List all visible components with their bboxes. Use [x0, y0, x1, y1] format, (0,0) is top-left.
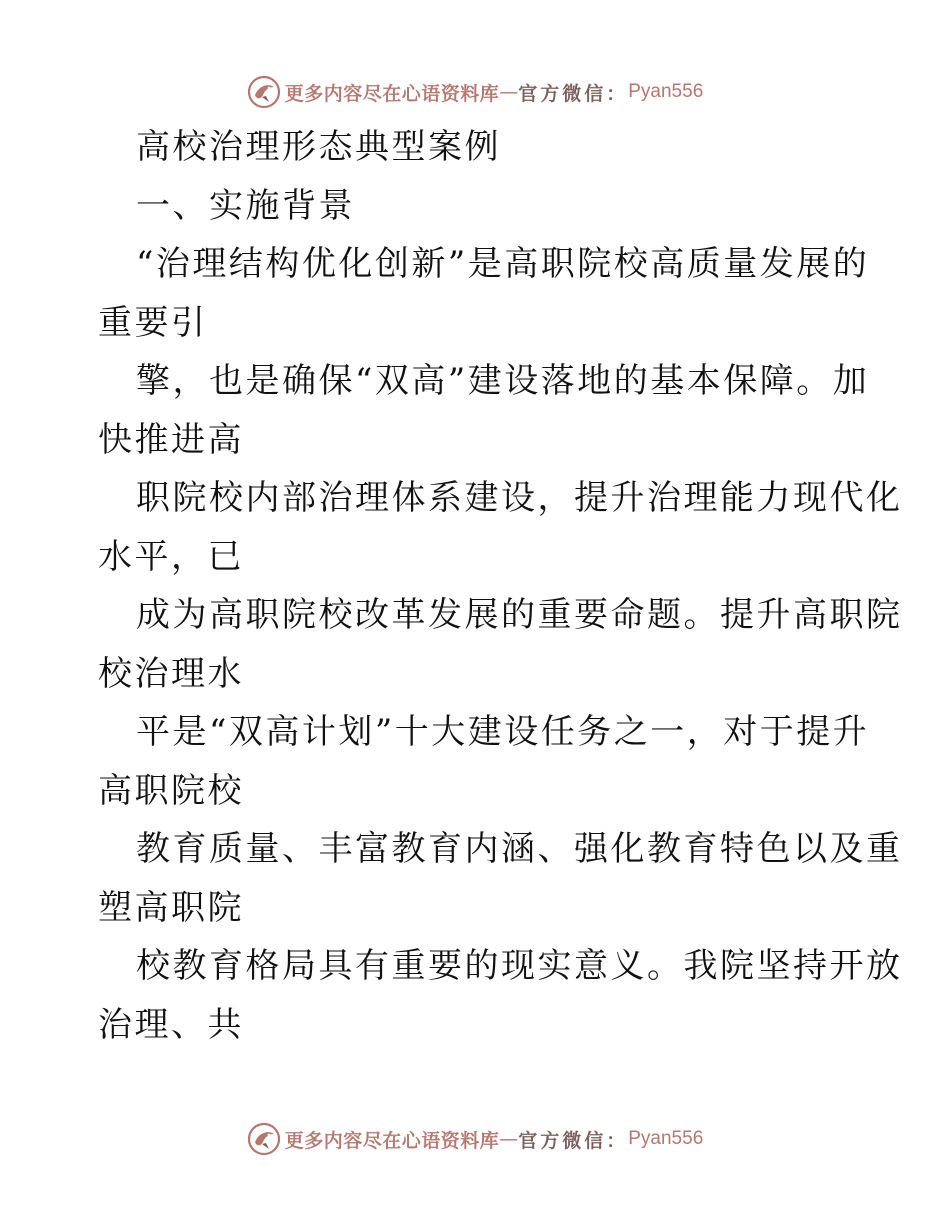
watermark-separator: —: [499, 81, 519, 103]
text-line: 重要引: [98, 302, 208, 343]
text-line: 成为高职院校改革发展的重要命题。提升高职院: [136, 595, 903, 635]
text-line: 擎，也是确保“双高”建设落地的基本保障。加: [136, 361, 870, 401]
watermark-wechat-label: 官方微信：: [518, 1129, 629, 1152]
text-line: 高职院校: [98, 770, 244, 811]
bird-logo-icon: [247, 75, 281, 109]
text-line: 职院校内部治理体系建设，提升治理能力现代化: [136, 478, 903, 518]
watermark-wechat-id: Pyan556: [628, 1128, 704, 1149]
text-line: 塑高职院: [98, 887, 244, 928]
text-line: 平是“双高计划”十大建设任务之一，对于提升: [136, 712, 870, 752]
text-line: 水平，已: [98, 536, 244, 577]
bird-logo-icon: [247, 1122, 281, 1156]
text-line: 治理、共: [98, 1004, 244, 1045]
text-line: 一、实施背景: [136, 185, 355, 226]
text-line: 校教育格局具有重要的现实意义。我院坚持开放: [136, 946, 903, 986]
text-line: 校治理水: [98, 653, 244, 694]
text-line: 快推进高: [98, 419, 244, 460]
watermark-main-text: 更多内容尽在心语资料库: [284, 1129, 500, 1152]
watermark-banner-top: [0, 70, 950, 114]
document-title: 高校治理形态典型案例: [136, 127, 501, 167]
watermark-wechat-label: 官方微信：: [518, 82, 629, 105]
watermark-wechat-id: Pyan556: [628, 81, 704, 102]
watermark-main-text: 更多内容尽在心语资料库: [284, 82, 500, 105]
watermark-separator: —: [499, 1128, 519, 1150]
document-body: [98, 118, 903, 1054]
text-line: “治理结构优化创新”是高职院校高质量发展的: [136, 244, 870, 284]
text-line: 教育质量、丰富教育内涵、强化教育特色以及重: [136, 829, 903, 869]
watermark-banner-bottom: [0, 1117, 950, 1161]
